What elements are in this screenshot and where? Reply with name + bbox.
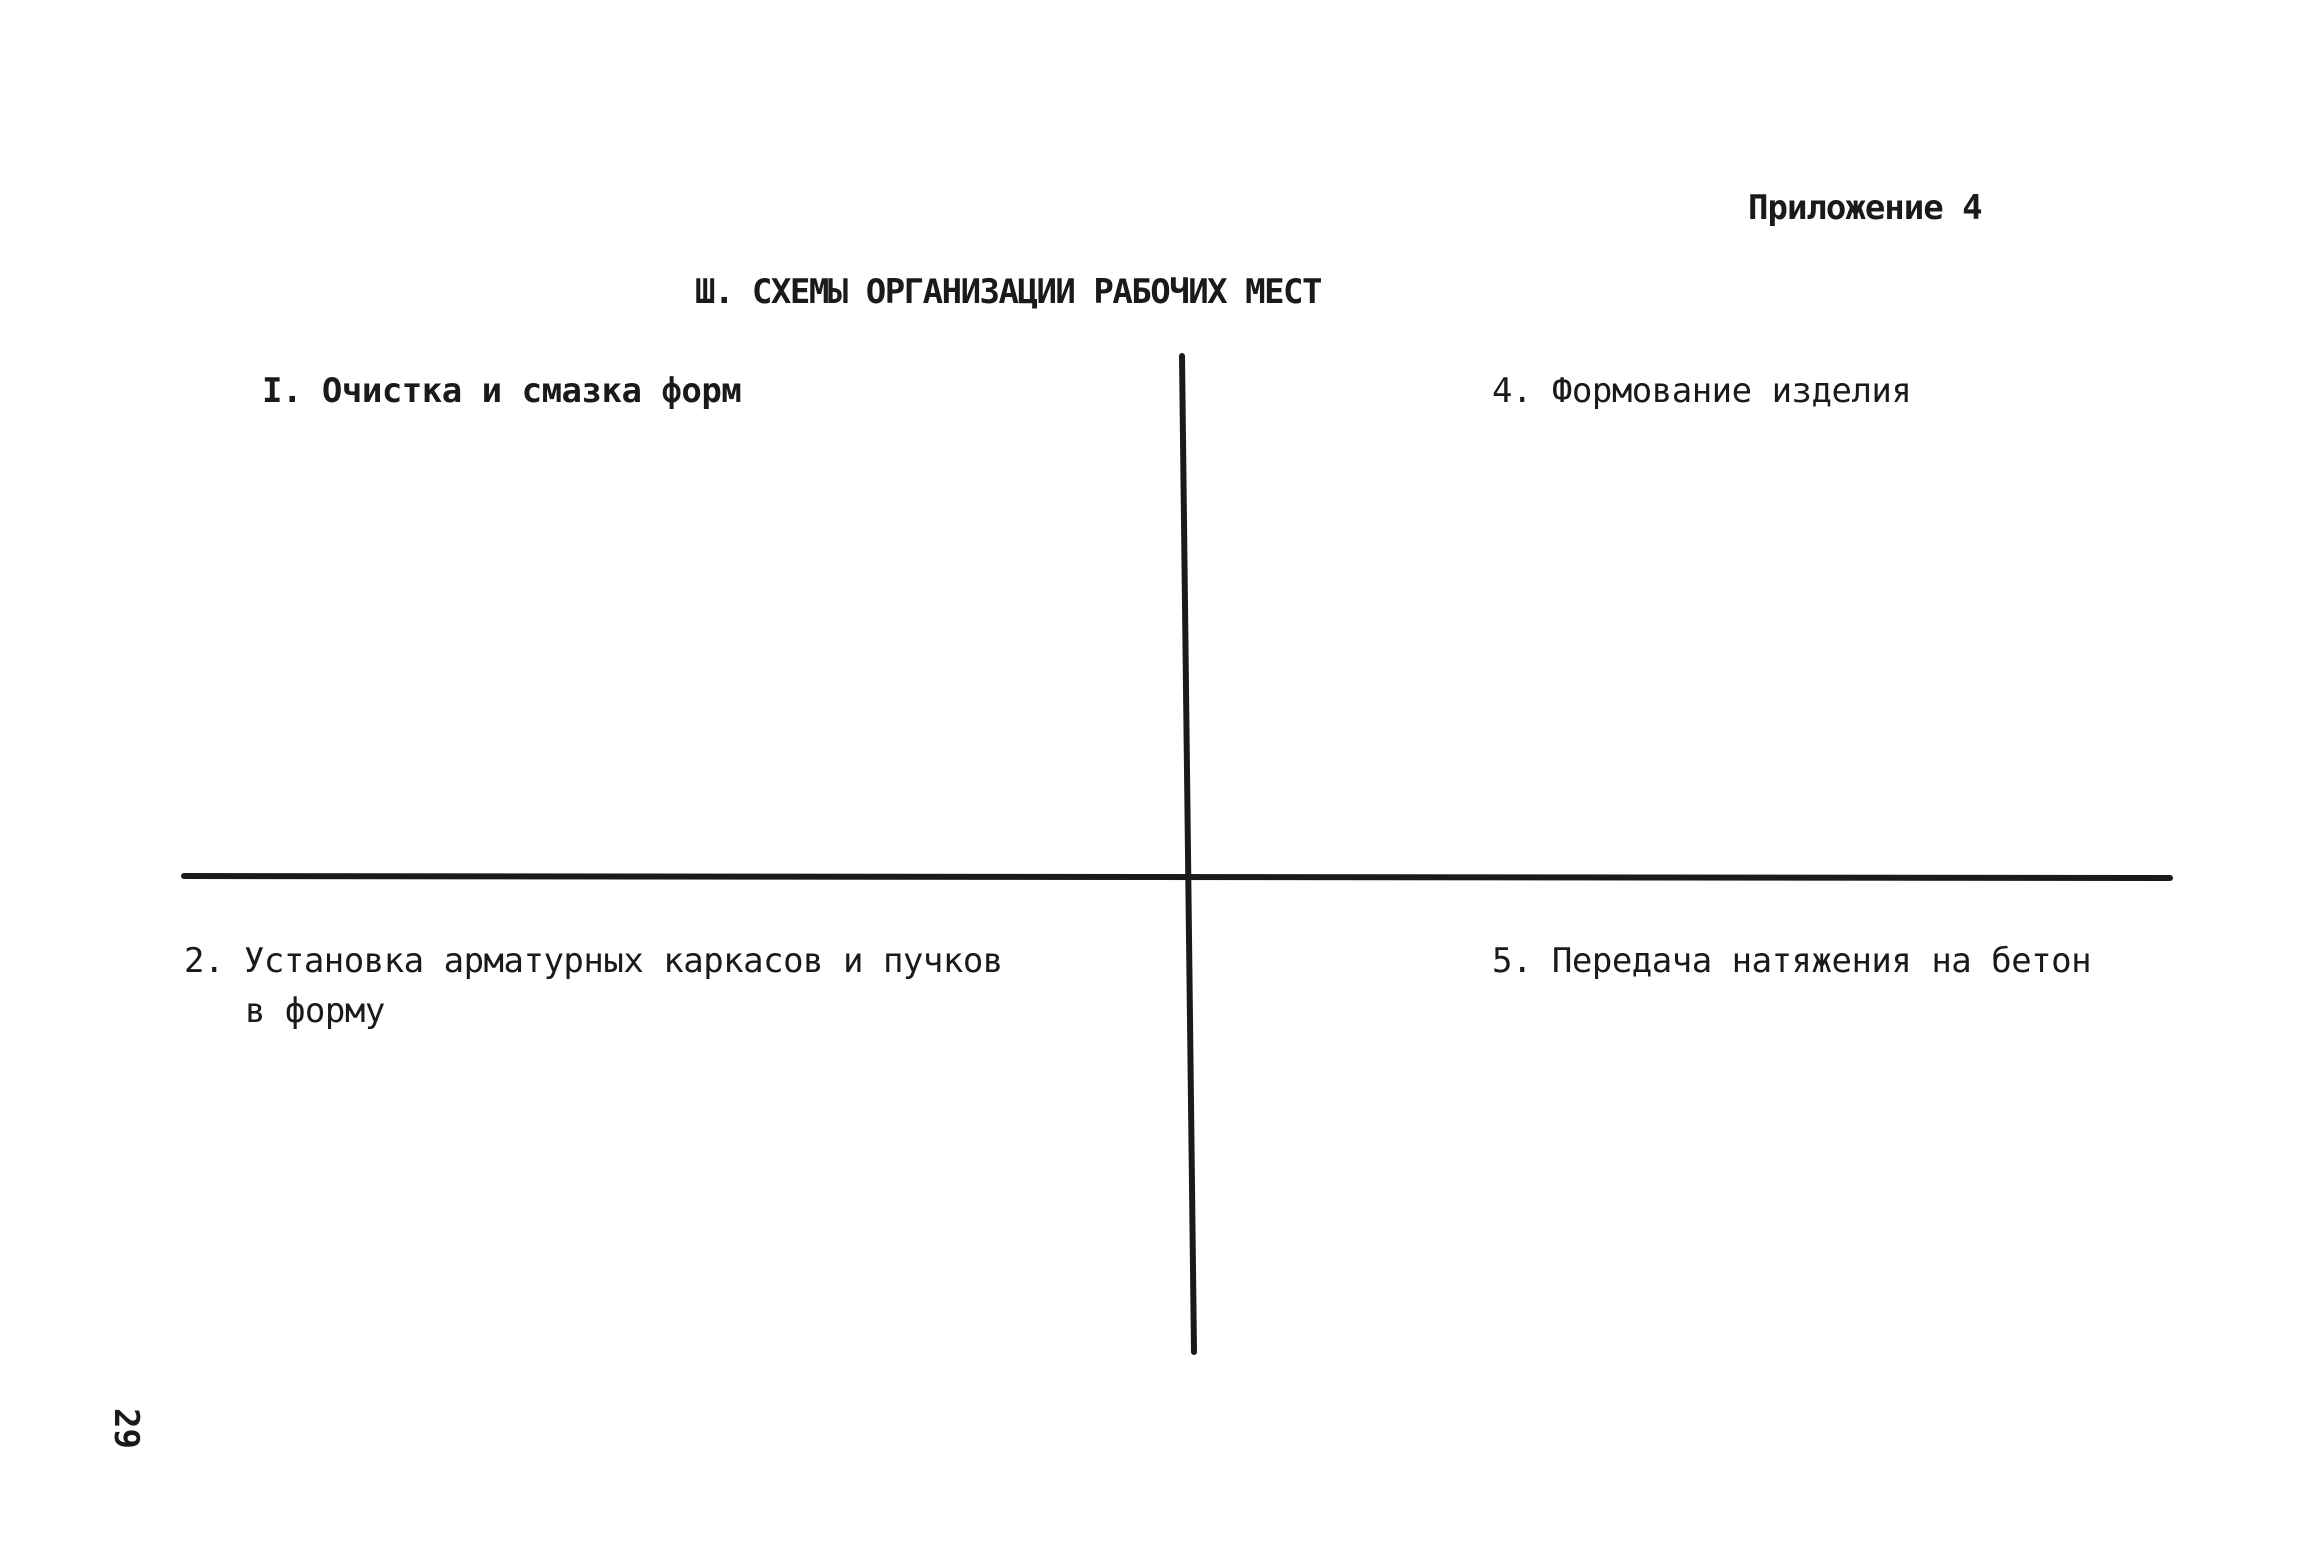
quadrant-2-title-line2: в форму	[245, 991, 385, 1031]
quadrant-5-title: 5. Передача натяжения на бетон	[1492, 941, 2092, 981]
quadrant-4-title: 4. Формование изделия	[1492, 371, 1912, 411]
quadrant-1-title: I. Очистка и смазка форм	[262, 371, 742, 411]
quadrant-2-title-line1: 2. Установка арматурных каркасов и пучков	[184, 941, 1003, 981]
quadrant-2-title	[184, 936, 1003, 1036]
appendix-label: Приложение 4	[1748, 188, 1982, 228]
section-title: Ш. СХЕМЫ ОРГАНИЗАЦИИ РАБОЧИХ МЕСТ	[695, 272, 1322, 312]
horizontal-divider	[184, 876, 2170, 878]
page-number: 29	[106, 1408, 146, 1449]
vertical-divider	[1182, 356, 1194, 1352]
